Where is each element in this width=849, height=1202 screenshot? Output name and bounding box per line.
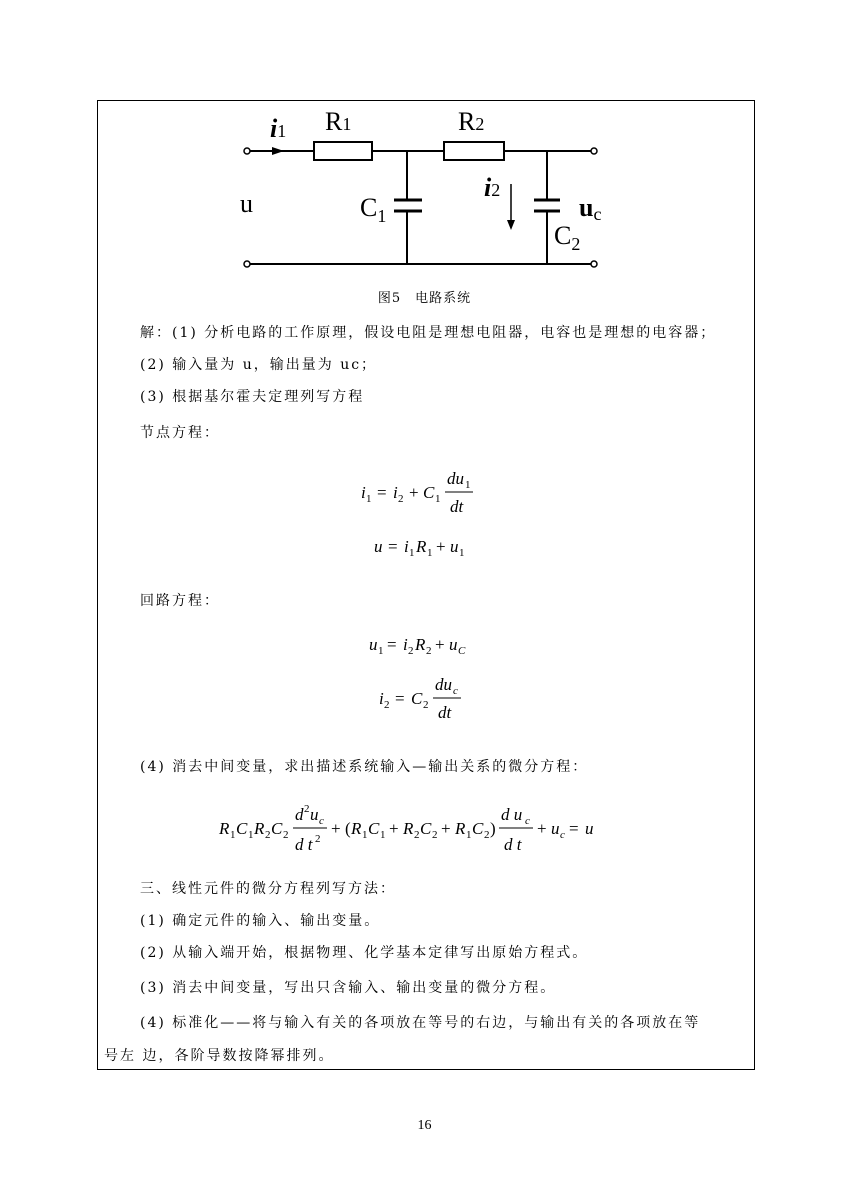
svg-text:u: u	[368, 635, 377, 654]
svg-text:1: 1	[458, 547, 464, 559]
svg-text:C: C	[419, 819, 431, 838]
equation-loop-1	[0, 632, 849, 658]
svg-text:2: 2	[425, 645, 431, 657]
svg-text:+: +	[440, 819, 451, 838]
svg-text:C: C	[457, 645, 465, 657]
equation-node-1	[0, 466, 849, 518]
svg-text:dt: dt	[437, 703, 451, 722]
svg-text:du: du	[434, 675, 452, 694]
svg-text:1: 1	[361, 829, 367, 841]
text-line-3: (3) 根据基尔霍夫定理列写方程	[140, 389, 365, 405]
svg-text:=: =	[376, 483, 387, 502]
svg-text:R: R	[454, 819, 465, 838]
svg-text:2: 2	[397, 493, 403, 505]
svg-text:d u: d u	[500, 805, 522, 824]
label-c1: $C_1$	[360, 193, 387, 226]
svg-text:+: +	[408, 483, 419, 502]
svg-text:2: 2	[282, 829, 288, 841]
text-line-11: (4) 标准化——将与输入有关的各项放在等号的右边，与输出有关的各项放在等	[140, 1015, 701, 1031]
svg-text:1: 1	[247, 829, 253, 841]
svg-text:c: c	[559, 829, 565, 841]
svg-text:R: R	[414, 635, 425, 654]
svg-text:=: =	[568, 819, 579, 838]
equation-loop-2	[0, 672, 849, 724]
svg-text:i: i	[378, 689, 384, 708]
svg-text:u: u	[584, 819, 593, 838]
svg-text:=: =	[387, 537, 398, 556]
svg-text:2: 2	[303, 803, 309, 815]
label-c2: $C_2$	[554, 221, 581, 254]
text-line-10: (3) 消去中间变量，写出只含输入、输出变量的微分方程。	[140, 980, 557, 996]
svg-text:=: =	[394, 689, 405, 708]
text-line-9: (2) 从输入端开始，根据物理、化学基本定律写出原始方程式。	[140, 945, 589, 961]
svg-text:1: 1	[229, 829, 235, 841]
svg-text:C: C	[422, 483, 434, 502]
svg-text:R: R	[350, 819, 361, 838]
svg-text:u: u	[550, 819, 559, 838]
svg-text:1: 1	[377, 645, 383, 657]
svg-text:d t: d t	[294, 835, 312, 854]
svg-text:2: 2	[264, 829, 270, 841]
svg-text:1: 1	[408, 547, 414, 559]
label-i1: i1	[270, 114, 287, 143]
svg-text:+: +	[435, 537, 446, 556]
svg-text:i: i	[402, 635, 408, 654]
label-r2: R2	[458, 107, 485, 136]
svg-text:d t: d t	[503, 835, 521, 854]
svg-text:R: R	[402, 819, 413, 838]
svg-text:1: 1	[464, 479, 470, 491]
label-u: u	[240, 189, 253, 218]
svg-text:2: 2	[383, 699, 389, 711]
svg-text:u: u	[449, 537, 458, 556]
svg-text:+: +	[388, 819, 399, 838]
svg-text:u: u	[309, 805, 318, 824]
svg-text:R: R	[253, 819, 264, 838]
svg-text:i: i	[403, 537, 409, 556]
svg-text:i: i	[392, 483, 398, 502]
svg-text:u: u	[373, 537, 382, 556]
svg-text:C: C	[367, 819, 379, 838]
svg-text:2: 2	[413, 829, 419, 841]
equation-node-2	[0, 534, 849, 560]
svg-text:2: 2	[422, 699, 428, 711]
svg-text:c: c	[452, 685, 458, 697]
svg-text:=: =	[386, 635, 397, 654]
text-line-4: 节点方程：	[140, 425, 220, 441]
text-line-8: (1) 确定元件的输入、输出变量。	[140, 913, 381, 929]
svg-text:i: i	[360, 483, 366, 502]
label-i2: i2	[484, 173, 501, 202]
text-line-1: 解：(1) 分析电路的工作原理，假设电阻是理想电阻器，电容也是理想的电容器；	[140, 325, 717, 341]
text-line-2: (2) 输入量为 u，输出量为 uc；	[140, 357, 378, 373]
svg-text:c: c	[318, 815, 324, 827]
svg-text:1: 1	[365, 493, 371, 505]
svg-text:u: u	[448, 635, 457, 654]
svg-text:R: R	[415, 537, 426, 556]
svg-text:+: +	[536, 819, 547, 838]
svg-text:C: C	[471, 819, 483, 838]
svg-text:2: 2	[314, 833, 320, 845]
svg-text:+: +	[434, 635, 445, 654]
svg-text:C: C	[270, 819, 282, 838]
svg-text:C: C	[235, 819, 247, 838]
svg-text:1: 1	[465, 829, 471, 841]
svg-text:(: (	[344, 819, 351, 838]
text-line-7: 三、线性元件的微分方程列写方法：	[140, 881, 396, 897]
svg-text:1: 1	[379, 829, 385, 841]
svg-text:2: 2	[431, 829, 437, 841]
text-line-6: (4) 消去中间变量，求出描述系统输入—输出关系的微分方程：	[140, 759, 589, 775]
equation-differential	[0, 800, 849, 858]
svg-text:du: du	[446, 469, 464, 488]
svg-text:R: R	[218, 819, 229, 838]
label-r1: R1	[325, 107, 352, 136]
svg-text:+: +	[330, 819, 341, 838]
page-number: 16	[417, 1118, 432, 1133]
svg-text:d: d	[294, 805, 303, 824]
svg-text:c: c	[524, 815, 530, 827]
svg-text:1: 1	[434, 493, 440, 505]
svg-text:2: 2	[407, 645, 413, 657]
figure-caption: 图5 电路系统	[377, 291, 472, 306]
svg-text:1: 1	[426, 547, 432, 559]
svg-text:2: 2	[483, 829, 489, 841]
label-uc: uc	[579, 193, 602, 224]
circuit-diagram	[214, 104, 646, 280]
svg-text:dt: dt	[449, 497, 463, 516]
text-line-12: 号左 边，各阶导数按降幂排列。	[104, 1048, 335, 1064]
text-line-5: 回路方程：	[140, 593, 220, 609]
svg-text:): )	[489, 819, 496, 838]
svg-text:C: C	[410, 689, 422, 708]
